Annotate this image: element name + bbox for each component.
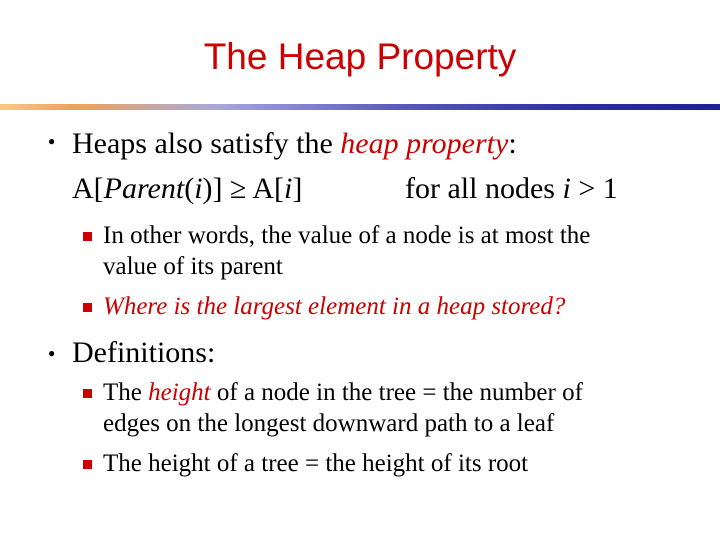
bullet-definitions: Definitions: — [72, 336, 216, 369]
sub-bullet-square — [83, 232, 92, 241]
sub-bullet-node-height: The height of a node in the tree = the number of edges on the longest downward path to a leaf — [103, 379, 583, 437]
sub-bullet-tree-height: The height of a tree = the height of its root — [103, 450, 529, 477]
sub-bullet-largest-element: Where is the largest element in a heap stored? — [103, 293, 566, 320]
bullet-dot: ● — [48, 134, 56, 148]
heap-property-term: heap property — [340, 127, 509, 160]
bullet-heap-property: Heaps also satisfy the heap property: — [72, 127, 517, 160]
formula-condition: for all nodes i > 1 — [405, 172, 618, 205]
title-divider — [0, 104, 720, 110]
height-term: height — [148, 379, 211, 406]
bullet-dot: ● — [48, 346, 56, 360]
slide-title: The Heap Property — [203, 36, 517, 77]
sub-bullet-square — [83, 389, 92, 398]
sub-bullet-square — [83, 303, 92, 312]
sub-bullet-square — [83, 460, 92, 469]
sub-bullet-in-other-words: In other words, the value of a node is at most the value of its parent — [103, 222, 591, 280]
heap-formula: A[Parent(i)] ≥ A[i] for all nodes i > 1 — [72, 172, 618, 205]
